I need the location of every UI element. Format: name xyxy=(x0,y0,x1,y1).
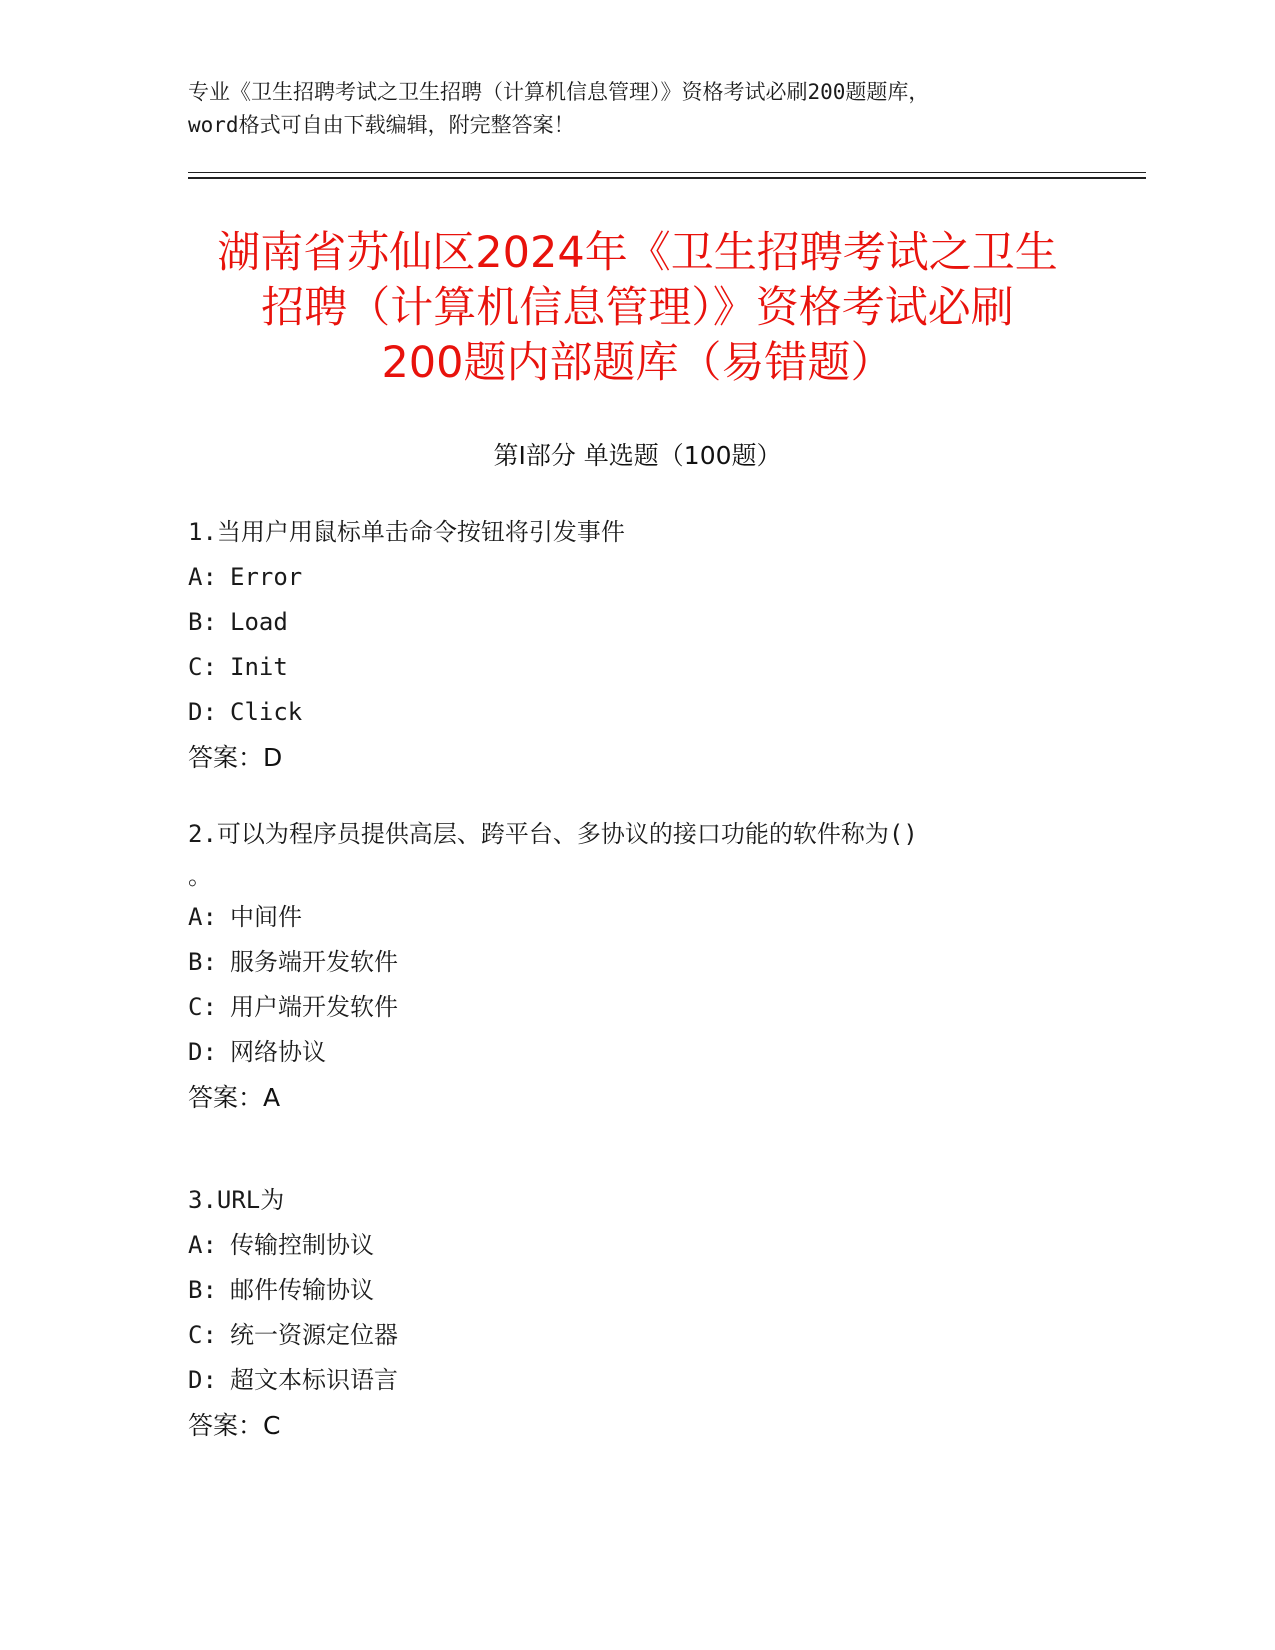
option-c xyxy=(188,1313,1088,1358)
question-stem: 1.当用户用鼠标单击命令按钮将引发事件 xyxy=(188,518,625,546)
option-label: D: xyxy=(188,698,217,726)
option-d xyxy=(188,1358,1088,1403)
option-text: Init xyxy=(230,653,288,681)
option-b xyxy=(188,1268,1088,1313)
question-3 xyxy=(188,1178,1088,1448)
option-label: D: xyxy=(188,1038,217,1066)
header-note xyxy=(188,76,1088,142)
option-c xyxy=(188,645,1088,690)
question-stem: 3.URL为 xyxy=(188,1186,285,1214)
option-text: 中间件 xyxy=(230,903,302,931)
document-title-line-3: 200题内部题库（易错题） xyxy=(381,338,894,388)
option-text: 网络协议 xyxy=(230,1038,326,1066)
option-text: Error xyxy=(230,563,303,591)
question-stem: 2.可以为程序员提供高层、跨平台、多协议的接口功能的软件称为() xyxy=(188,820,918,848)
header-divider-bottom xyxy=(188,177,1146,179)
header-note-line-1: 专业《卫生招聘考试之卫生招聘（计算机信息管理）》资格考试必刷200题题库， xyxy=(188,80,930,104)
option-text: 邮件传输协议 xyxy=(230,1276,374,1304)
question-1 xyxy=(188,510,1088,780)
option-label: C: xyxy=(188,653,217,681)
document-title-line-2: 招聘（计算机信息管理）》资格考试必刷 xyxy=(261,283,1014,333)
question-stem-continuation: 。 xyxy=(188,862,212,890)
option-text: 用户端开发软件 xyxy=(230,993,398,1021)
option-c xyxy=(188,985,1088,1030)
document-title xyxy=(150,226,1125,391)
option-label: A: xyxy=(188,1231,217,1259)
option-a xyxy=(188,555,1088,600)
option-b xyxy=(188,600,1088,645)
option-text: Load xyxy=(230,608,288,636)
document-title-line-1: 湖南省苏仙区2024年《卫生招聘考试之卫生 xyxy=(217,228,1058,278)
option-label: B: xyxy=(188,1276,217,1304)
section-title: 第Ⅰ部分 单选题（100题） xyxy=(493,441,782,470)
option-label: C: xyxy=(188,993,217,1021)
option-label: C: xyxy=(188,1321,217,1349)
option-d xyxy=(188,1030,1088,1075)
option-b xyxy=(188,940,1088,985)
option-text: 服务端开发软件 xyxy=(230,948,398,976)
option-a xyxy=(188,895,1088,940)
question-2 xyxy=(188,812,1088,1120)
option-text: Click xyxy=(230,698,303,726)
option-text: 传输控制协议 xyxy=(230,1231,374,1259)
option-label: A: xyxy=(188,563,217,591)
option-text: 统一资源定位器 xyxy=(230,1321,398,1349)
option-label: B: xyxy=(188,608,217,636)
option-a xyxy=(188,1223,1088,1268)
header-note-line-2: word格式可自由下载编辑，附完整答案！ xyxy=(188,113,575,137)
header-divider-top xyxy=(188,172,1146,173)
answer: 答案：A xyxy=(188,1083,281,1112)
answer: 答案：D xyxy=(188,743,283,772)
option-d xyxy=(188,690,1088,735)
option-label: D: xyxy=(188,1366,217,1394)
option-label: B: xyxy=(188,948,217,976)
option-label: A: xyxy=(188,903,217,931)
option-text: 超文本标识语言 xyxy=(230,1366,398,1394)
answer: 答案：C xyxy=(188,1411,281,1440)
